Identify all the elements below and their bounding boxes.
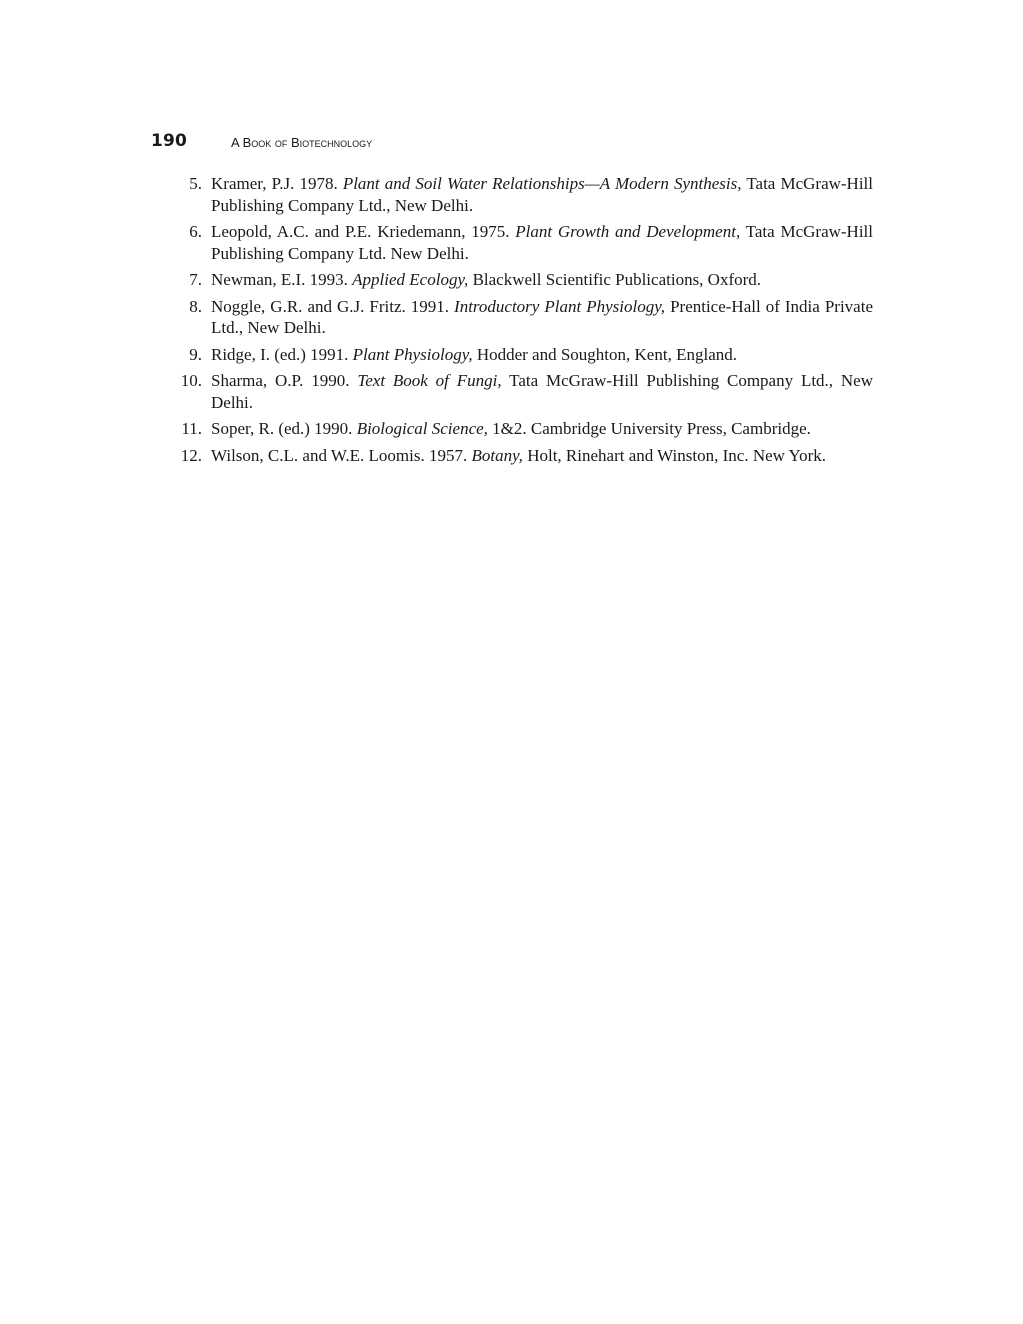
reference-title: Text Book of Fungi, [357, 371, 502, 390]
reference-item [170, 296, 873, 339]
reference-authors: Kramer, P.J. 1978. [211, 174, 343, 193]
reference-number: 5. [189, 174, 202, 193]
reference-title: Plant Physiology, [352, 344, 473, 364]
page-number: 190 [151, 131, 188, 151]
reference-title: Botany, [471, 445, 523, 465]
reference-item [170, 173, 873, 216]
reference-publisher: Tata McGraw-Hill Publishing Company Ltd. New Delhi. [211, 222, 873, 263]
reference-authors: Noggle, G.R. and G.J. Fritz. 1991. [211, 296, 455, 316]
reference-number: 8. [189, 296, 202, 316]
reference-publisher: 1&2. Cambridge University Press, Cambridge. [487, 419, 811, 438]
reference-number: 6. [189, 222, 202, 241]
reference-number: 9. [189, 344, 202, 364]
reference-authors: Leopold, A.C. and P.E. Kriedemann, 1975. [211, 222, 516, 241]
reference-publisher: Blackwell Scientific Publications, Oxford. [468, 270, 762, 289]
reference-authors: Ridge, I. (ed.) 1991. [211, 344, 353, 364]
reference-title: Plant Growth and Development, [515, 222, 741, 241]
reference-item [170, 445, 873, 467]
reference-number: 11. [181, 419, 202, 438]
reference-list [170, 173, 873, 471]
reference-item [170, 370, 873, 413]
reference-publisher: Prentice-Hall of India Private Ltd., New Delhi. [211, 296, 873, 337]
reference-publisher: Tata McGraw-Hill Publishing Company Ltd., New Delhi. [211, 371, 873, 412]
reference-number: 10. [180, 371, 202, 390]
reference-item [170, 344, 873, 366]
reference-authors: Newman, E.I. 1993. [211, 270, 353, 289]
reference-authors: Soper, R. (ed.) 1990. [211, 419, 357, 438]
reference-title: Applied Ecology, [352, 270, 469, 289]
reference-item [170, 269, 873, 291]
reference-item [170, 418, 873, 440]
reference-authors: Sharma, O.P. 1990. [211, 371, 358, 390]
reference-publisher: Hodder and Soughton, Kent, England. [472, 344, 737, 364]
reference-number: 7. [189, 270, 202, 289]
reference-item [170, 221, 873, 264]
reference-title: Plant and Soil Water Relationships—A Modern Synthesis, [342, 174, 742, 193]
book-title: A Book of Biotechnology [231, 135, 373, 150]
reference-number: 12. [180, 445, 202, 465]
reference-title: Introductory Plant Physiology, [454, 296, 666, 316]
reference-authors: Wilson, C.L. and W.E. Loomis. 1957. [211, 445, 472, 465]
reference-title: Biological Science, [356, 419, 488, 438]
reference-publisher: Holt, Rinehart and Winston, Inc. New York. [522, 445, 827, 465]
reference-publisher: Tata McGraw-Hill Publishing Company Ltd., New Delhi. [211, 174, 874, 215]
